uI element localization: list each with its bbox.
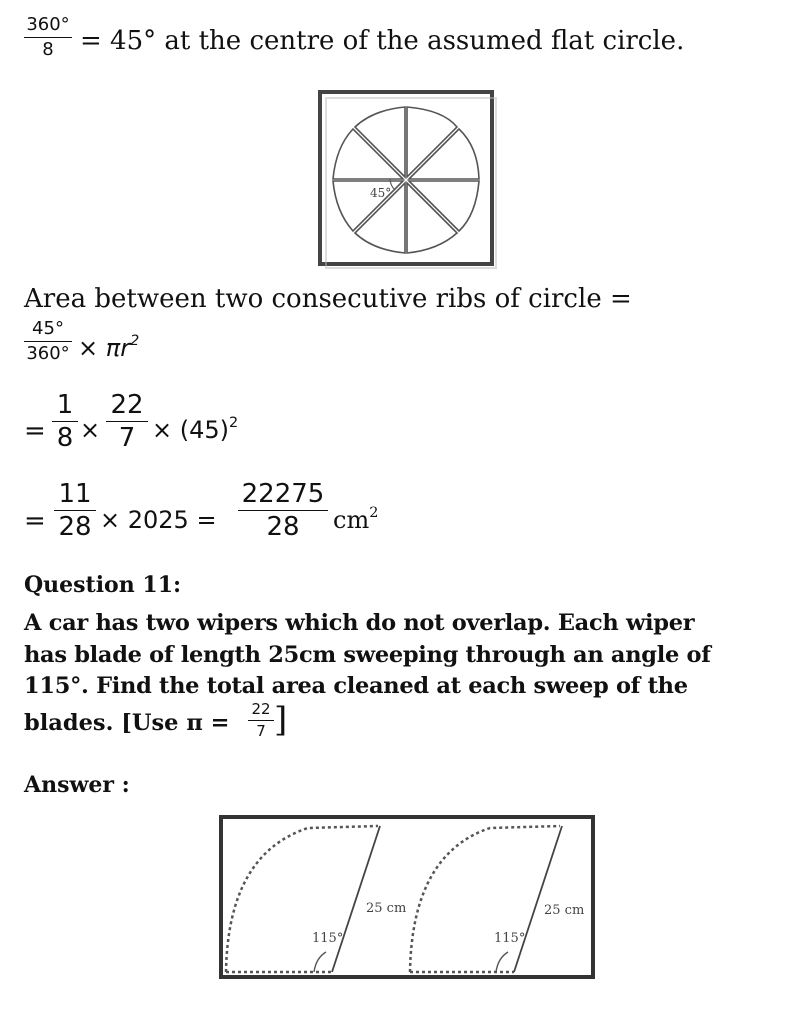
fraction-denominator: 7 — [118, 423, 136, 453]
fraction-denominator: 8 — [56, 423, 74, 453]
left-length-label: 25 cm — [366, 901, 407, 916]
question-line-4-text: blades. [Use π = — [24, 710, 230, 736]
fraction-denominator: 28 — [266, 512, 300, 542]
fraction-bar — [248, 720, 274, 721]
fraction-bar — [238, 510, 328, 511]
fraction-bar — [54, 510, 96, 511]
exponent: 2 — [369, 505, 379, 522]
wiper-figure — [218, 814, 598, 982]
fraction-numerator: 22 — [110, 390, 144, 420]
fraction-numerator: 45° — [32, 318, 64, 339]
unit-cm-squared — [333, 506, 378, 534]
question-line-1: A car has two wipers which do not overlap. Each wiper — [24, 610, 695, 636]
exponent: 2 — [130, 333, 140, 350]
equals-sign-2: = — [24, 506, 46, 536]
angle-label: 45° — [370, 186, 392, 200]
fraction-22-over-7 — [106, 392, 148, 451]
pi-r-squared — [78, 334, 139, 362]
umbrella-figure — [318, 90, 498, 270]
unit-text: cm — [333, 506, 370, 534]
times-sign: × — [80, 416, 101, 444]
exponent: 2 — [229, 415, 239, 432]
question-line-4 — [24, 710, 229, 736]
fraction-bar — [24, 341, 72, 342]
closing-bracket: ] — [274, 700, 288, 740]
fraction-numerator: 360° — [26, 14, 70, 35]
fraction-bar — [106, 421, 148, 422]
question-line-2: has blade of length 25cm sweeping through an angle of — [24, 642, 711, 668]
expression-text: × πr — [78, 334, 131, 362]
question-line-3: 115°. Find the total area cleaned at each sweep of the — [24, 673, 688, 699]
fraction-denominator: 360° — [26, 343, 70, 364]
fraction-denominator: 8 — [42, 39, 54, 60]
times-2025: × 2025 = — [100, 506, 217, 534]
fraction-bar — [24, 37, 72, 38]
fraction-bar — [52, 421, 78, 422]
fraction-denominator: 7 — [256, 722, 266, 740]
fraction-11-over-28 — [54, 481, 96, 540]
right-length-label: 25 cm — [544, 903, 585, 918]
question-title: Question 11: — [24, 572, 182, 598]
times-45-squared — [152, 416, 238, 444]
pi-fraction — [248, 702, 274, 739]
fraction-22275-over-28 — [238, 481, 328, 540]
fraction-360-over-8 — [24, 16, 72, 59]
fraction-numerator: 22 — [251, 700, 271, 718]
answer-label: Answer : — [24, 772, 130, 798]
fraction-denominator: 28 — [58, 512, 92, 542]
fraction-1-over-8 — [52, 392, 78, 451]
equals-sign: = — [24, 416, 46, 446]
line1-text: = 45° at the centre of the assumed flat circle. — [80, 26, 685, 56]
right-angle-label: 115° — [494, 931, 526, 946]
fraction-45-over-360 — [24, 320, 72, 363]
fraction-numerator: 1 — [56, 390, 74, 420]
expression-text: × (45) — [152, 416, 230, 444]
fraction-numerator: 22275 — [241, 479, 325, 509]
area-heading: Area between two consecutive ribs of circle = — [24, 284, 632, 314]
left-angle-label: 115° — [312, 931, 344, 946]
fraction-numerator: 11 — [58, 479, 92, 509]
